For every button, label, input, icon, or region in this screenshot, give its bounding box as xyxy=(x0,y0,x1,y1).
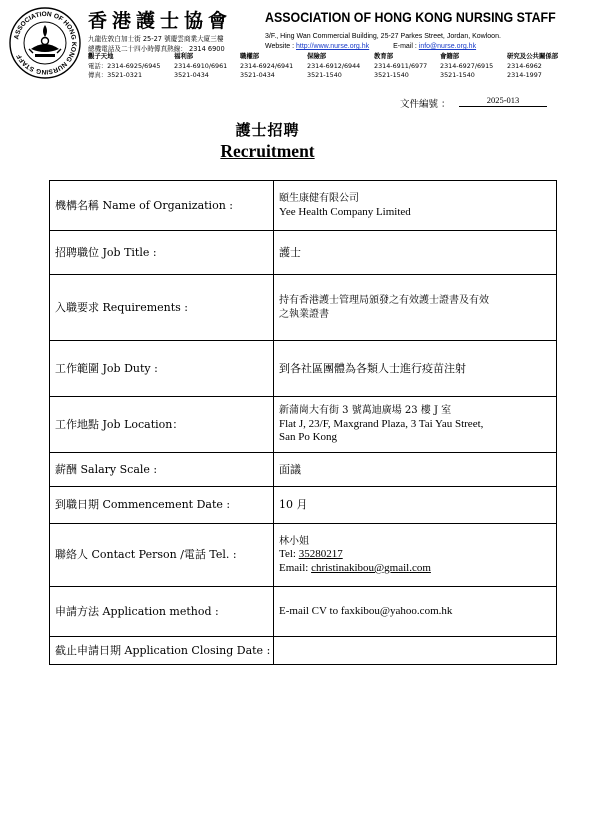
contact-email-line xyxy=(279,562,556,576)
table-row xyxy=(50,524,557,587)
requirements-line-2: 之執業證書 xyxy=(279,308,329,320)
organization-name-chinese: 頤生康健有限公司 xyxy=(279,193,359,204)
hotline-number: 2314 6900 xyxy=(189,45,225,53)
contact-tel-line xyxy=(279,548,556,562)
department-tel: 2314-6962 xyxy=(507,61,542,70)
department-fax: 3521-0434 xyxy=(240,71,275,80)
page-title-chinese: 護士招聘 xyxy=(235,121,300,139)
website-label: Website : xyxy=(265,43,295,50)
row-value xyxy=(274,181,557,231)
email-link[interactable]: info@nurse.org.hk xyxy=(418,43,477,50)
department-tel: 2314-6910/6961 xyxy=(174,61,228,70)
logo-ring-text: ASSOCIATION OF HONG KONG NURSING STAFF xyxy=(13,10,78,76)
row-label: 聯絡人 Contact Person /電話 Tel. : xyxy=(50,524,274,587)
row-value xyxy=(274,524,557,587)
department-fax: 3521-1540 xyxy=(374,71,409,80)
department-fax: 2314-1997 xyxy=(507,71,542,80)
email-label: Email: xyxy=(279,561,309,574)
requirements-line-1: 持有香港護士管理局頒發之有效護士證書及有效 xyxy=(279,295,489,306)
row-label: 機構名稱 Name of Organization : xyxy=(50,181,274,231)
contact-email[interactable]: christinakibou@gmail.com xyxy=(311,561,431,574)
contact-tel[interactable]: 35280217 xyxy=(298,548,343,561)
org-name-chinese: 香港護士協會 xyxy=(88,10,233,32)
row-value xyxy=(274,397,557,453)
website-link[interactable]: http://www.nurse.org.hk xyxy=(296,43,370,50)
location-english-line-1: Flat J, 23/F, Maxgrand Plaza, 3 Tai Yau Street, xyxy=(279,417,484,430)
row-label: 薪酬 Salary Scale : xyxy=(50,453,274,487)
department-item xyxy=(240,52,293,81)
department-list xyxy=(88,52,588,82)
row-value xyxy=(274,275,557,341)
department-fax: 3521-1540 xyxy=(440,71,475,80)
department-name: 研究及公共關係部 xyxy=(507,52,559,60)
salary-value: 面議 xyxy=(274,453,557,487)
department-item xyxy=(307,52,360,81)
closing-date-value xyxy=(274,637,557,665)
department-item xyxy=(440,52,493,81)
contact-name: 林小姐 xyxy=(279,535,309,547)
table-row xyxy=(50,487,557,524)
table-row xyxy=(50,231,557,275)
department-tel: 電話：2314-6925/6945 xyxy=(88,61,161,70)
job-title-value: 護士 xyxy=(274,231,557,275)
table-row xyxy=(50,453,557,487)
job-duty-value: 到各社區團體為各類人士進行疫苗注射 xyxy=(274,341,557,397)
email-label: E-mail : xyxy=(393,43,417,50)
table-row xyxy=(50,587,557,637)
reference-number: 2025-013 xyxy=(459,95,547,107)
association-logo xyxy=(9,7,81,79)
row-label: 工作範圍 Job Duty : xyxy=(50,341,274,397)
row-label: 工作地點 Job Location： xyxy=(50,397,274,453)
department-name: 觀子天地 xyxy=(88,52,114,60)
commencement-value: 10 月 xyxy=(274,487,557,524)
contact-line xyxy=(265,43,476,50)
row-label: 截止申請日期 Application Closing Date : xyxy=(50,637,274,665)
department-tel: 2314-6912/6944 xyxy=(307,61,361,70)
org-name-english: ASSOCIATION OF HONG KONG NURSING STAFF xyxy=(265,10,556,25)
department-name: 職權部 xyxy=(240,52,260,60)
page-title-english: Recruitment xyxy=(220,141,315,161)
department-name: 教育部 xyxy=(374,52,394,60)
department-item xyxy=(374,52,427,81)
address-chinese: 九龍佐敦白加士街 25-27 號慶雲商業大廈三樓 xyxy=(88,35,224,43)
table-row xyxy=(50,637,557,665)
department-name: 會籍部 xyxy=(440,52,460,60)
row-label: 申請方法 Application method : xyxy=(50,587,274,637)
department-tel: 2314-6927/6915 xyxy=(440,61,494,70)
department-fax: 傳真：3521-0321 xyxy=(88,71,143,80)
department-item xyxy=(88,52,160,81)
department-fax: 3521-0434 xyxy=(174,71,209,80)
reference-label: 文件編號 ： xyxy=(400,99,451,110)
location-english-line-2: San Po Kong xyxy=(279,431,338,444)
application-method-value: E-mail CV to faxkibou@yahoo.com.hk xyxy=(274,587,557,637)
department-item xyxy=(174,52,227,81)
department-tel: 2314-6924/6941 xyxy=(240,61,294,70)
table-row xyxy=(50,341,557,397)
organization-name-english: Yee Health Company Limited xyxy=(279,205,411,218)
department-tel: 2314-6911/6977 xyxy=(374,61,428,70)
hotline-label: 總機電話及二十四小時傳真熱線： xyxy=(88,45,187,53)
row-label: 招聘職位 Job Title : xyxy=(50,231,274,275)
department-name: 福利部 xyxy=(174,52,194,60)
tel-label: Tel: xyxy=(279,548,296,561)
table-row xyxy=(50,275,557,341)
department-name: 保險部 xyxy=(307,52,327,60)
row-label: 到職日期 Commencement Date : xyxy=(50,487,274,524)
row-label: 入職要求 Requirements : xyxy=(50,275,274,341)
recruitment-table xyxy=(49,180,557,665)
department-fax: 3521-1540 xyxy=(307,71,342,80)
address-english: 3/F., Hing Wan Commercial Building, 25-27 Parkes Street, Jordan, Kowloon. xyxy=(265,33,501,40)
location-chinese: 新蒲崗大有街 3 號萬迪廣場 23 樓 J 室 xyxy=(279,405,452,417)
department-item xyxy=(507,52,558,81)
table-row xyxy=(50,181,557,231)
table-row xyxy=(50,397,557,453)
